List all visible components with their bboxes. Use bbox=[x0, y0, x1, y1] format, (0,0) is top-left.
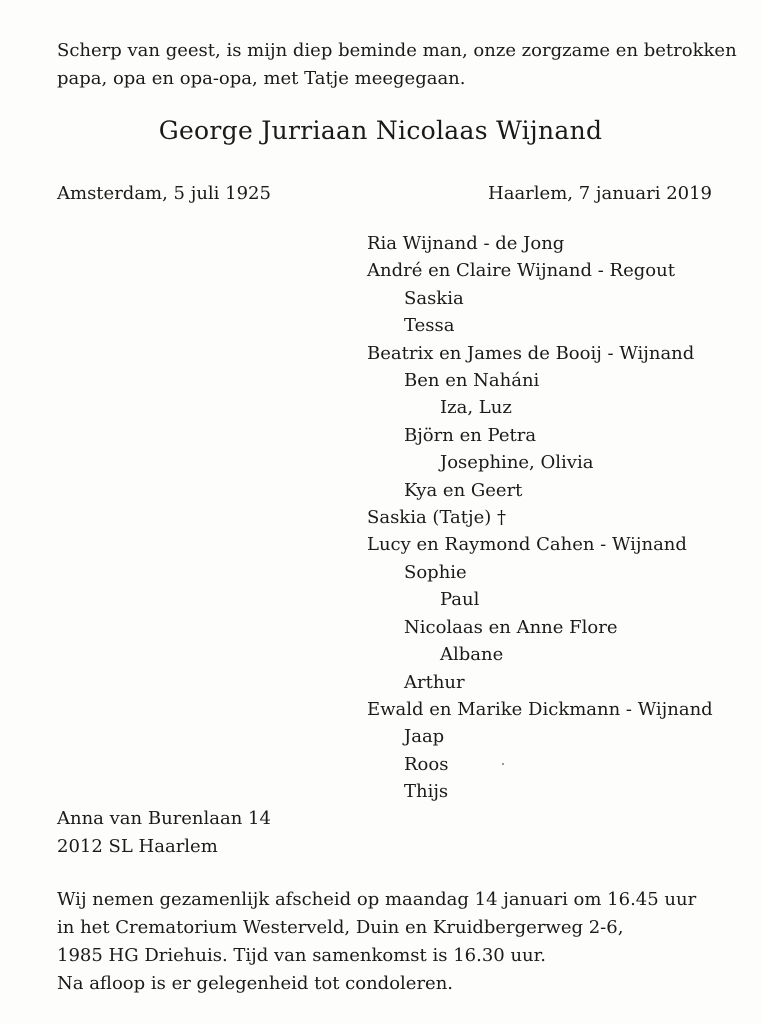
family-member: Albane bbox=[440, 644, 504, 666]
family-member: Roos bbox=[404, 753, 449, 775]
family-member: Jaap bbox=[404, 726, 445, 748]
family-member: Ewald en Marike Dickmann - Wijnand bbox=[367, 698, 713, 720]
family-member: Saskia bbox=[404, 287, 464, 309]
family-member: Kya en Geert bbox=[404, 479, 523, 501]
paper-speck bbox=[502, 763, 504, 765]
family-member: Paul bbox=[440, 589, 480, 611]
intro-text bbox=[57, 37, 737, 93]
intro-line: Scherp van geest, is mijn diep beminde man, onze zorgzame en betrokken bbox=[57, 40, 737, 61]
family-member: Tessa bbox=[404, 315, 455, 337]
closing-line: Na afloop is er gelegenheid tot condoleren. bbox=[57, 973, 454, 994]
deceased-name: George Jurriaan Nicolaas Wijnand bbox=[158, 116, 603, 145]
family-member: Iza, Luz bbox=[440, 397, 512, 419]
closing-line: Wij nemen gezamenlijk afscheid op maandag 14 januari om 16.45 uur bbox=[57, 889, 697, 910]
intro-line: papa, opa en opa-opa, met Tatje meegegaan. bbox=[57, 68, 466, 89]
family-member: Ria Wijnand - de Jong bbox=[367, 233, 565, 254]
family-member: Björn en Petra bbox=[404, 424, 537, 446]
address-street: Anna van Burenlaan 14 bbox=[57, 808, 271, 829]
death-place-date: Haarlem, 7 januari 2019 bbox=[488, 183, 712, 204]
family-member: Josephine, Olivia bbox=[440, 452, 594, 474]
family-list bbox=[367, 230, 713, 806]
closing-line: in het Crematorium Westerveld, Duin en Kruidbergerweg 2-6, bbox=[57, 917, 624, 938]
address-city: 2012 SL Haarlem bbox=[57, 836, 218, 857]
family-member: Thijs bbox=[404, 781, 449, 803]
family-member: Nicolaas en Anne Flore bbox=[404, 616, 618, 638]
family-member: Lucy en Raymond Cahen - Wijnand bbox=[367, 534, 687, 556]
family-member: Beatrix en James de Booij - Wijnand bbox=[367, 342, 695, 364]
family-member: Arthur bbox=[404, 671, 465, 693]
closing-line: 1985 HG Driehuis. Tijd van samenkomst is 16.30 uur. bbox=[57, 945, 546, 966]
family-member: Ben en Naháni bbox=[404, 370, 540, 392]
farewell-details bbox=[57, 886, 696, 998]
correspondence-address bbox=[57, 805, 271, 861]
family-member: Saskia (Tatje) † bbox=[367, 507, 506, 529]
family-member: Sophie bbox=[404, 561, 467, 583]
birth-place-date: Amsterdam, 5 juli 1925 bbox=[57, 183, 271, 204]
family-member: André en Claire Wijnand - Regout bbox=[367, 260, 675, 282]
